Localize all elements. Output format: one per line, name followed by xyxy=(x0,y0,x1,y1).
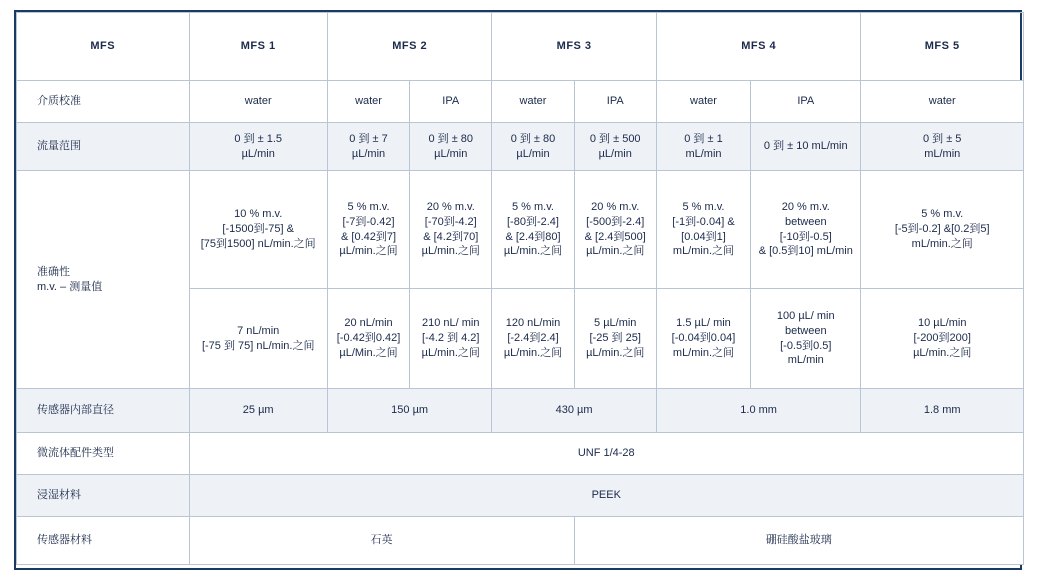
cell-calibration-0: water xyxy=(189,81,327,123)
cell-acc-upper-4: 20 % m.v. [-500到-2.4] & [2.4到500] µL/min.之间 xyxy=(574,171,656,289)
cell-acc-upper-7: 5 % m.v. [-5到-0.2] &[0.2到5] mL/min.之间 xyxy=(861,171,1024,289)
cell-acc-upper-0: 10 % m.v. [-1500到-75] & [75到1500] nL/min.之间 xyxy=(189,171,327,289)
header-cell-mfs1: MFS 1 xyxy=(189,13,327,81)
row-label-calibration: 介质校准 xyxy=(17,81,190,123)
cell-calibration-6: IPA xyxy=(751,81,861,123)
row-inner-diameter xyxy=(17,389,1024,433)
cell-acc-upper-3: 5 % m.v. [-80到-2.4] & [2.4到80] µL/min.之间 xyxy=(492,171,574,289)
cell-flow-0: 0 到 ± 1.5 µL/min xyxy=(189,123,327,171)
cell-id-1: 150 µm xyxy=(327,389,491,433)
spec-table-frame xyxy=(14,10,1022,570)
cell-flow-2: 0 到 ± 80 µL/min xyxy=(410,123,492,171)
row-flow-range xyxy=(17,123,1024,171)
cell-flow-1: 0 到 ± 7 µL/min xyxy=(327,123,409,171)
cell-calibration-5: water xyxy=(656,81,750,123)
cell-id-2: 430 µm xyxy=(492,389,656,433)
cell-id-0: 25 µm xyxy=(189,389,327,433)
cell-flow-4: 0 到 ± 500 µL/min xyxy=(574,123,656,171)
cell-acc-lower-1: 20 nL/min [-0.42到0.42] µL/Min.之间 xyxy=(327,289,409,389)
row-label-sensor-material: 传感器材料 xyxy=(17,517,190,565)
row-wetted-material xyxy=(17,475,1024,517)
header-cell-mfs4: MFS 4 xyxy=(656,13,861,81)
cell-acc-lower-4: 5 µL/min [-25 到 25] µL/min.之间 xyxy=(574,289,656,389)
cell-calibration-3: water xyxy=(492,81,574,123)
row-calibration xyxy=(17,81,1024,123)
cell-calibration-1: water xyxy=(327,81,409,123)
cell-acc-upper-1: 5 % m.v. [-7到-0.42] & [0.42到7] µL/min.之间 xyxy=(327,171,409,289)
cell-acc-upper-5: 5 % m.v. [-1到-0.04] & [0.04到1] mL/min.之间 xyxy=(656,171,750,289)
cell-flow-6: 0 到 ± 10 mL/min xyxy=(751,123,861,171)
cell-id-3: 1.0 mm xyxy=(656,389,861,433)
cell-flow-5: 0 到 ± 1 mL/min xyxy=(656,123,750,171)
row-label-wetted-material: 浸湿材料 xyxy=(17,475,190,517)
header-cell-mfs5: MFS 5 xyxy=(861,13,1024,81)
row-sensor-material xyxy=(17,517,1024,565)
cell-calibration-7: water xyxy=(861,81,1024,123)
row-fitting-type xyxy=(17,433,1024,475)
cell-acc-upper-2: 20 % m.v. [-70到-4.2] & [4.2到70] µL/min.之间 xyxy=(410,171,492,289)
header-cell-mfs3: MFS 3 xyxy=(492,13,656,81)
header-cell-mfs2: MFS 2 xyxy=(327,13,491,81)
cell-acc-lower-3: 120 nL/min [-2.4到2.4] µL/min.之间 xyxy=(492,289,574,389)
specification-table xyxy=(16,12,1024,565)
table-header-row xyxy=(17,13,1024,81)
cell-acc-lower-2: 210 nL/ min [-4.2 到 4.2] µL/min.之间 xyxy=(410,289,492,389)
cell-sensor-material-0: 石英 xyxy=(189,517,574,565)
cell-fitting-type: UNF 1/4-28 xyxy=(189,433,1024,475)
cell-id-4: 1.8 mm xyxy=(861,389,1024,433)
row-label-accuracy: 准确性 m.v. – 测量值 xyxy=(17,171,190,389)
cell-sensor-material-1: 硼硅酸盐玻璃 xyxy=(574,517,1023,565)
cell-flow-7: 0 到 ± 5 mL/min xyxy=(861,123,1024,171)
row-accuracy-upper xyxy=(17,171,1024,289)
cell-flow-3: 0 到 ± 80 µL/min xyxy=(492,123,574,171)
header-cell-mfs: MFS xyxy=(17,13,190,81)
cell-calibration-4: IPA xyxy=(574,81,656,123)
cell-acc-lower-5: 1.5 µL/ min [-0.04到0.04] mL/min.之间 xyxy=(656,289,750,389)
cell-acc-upper-6: 20 % m.v. between [-10到-0.5] & [0.5到10] mL/min xyxy=(751,171,861,289)
row-label-flow-range: 流量范围 xyxy=(17,123,190,171)
cell-calibration-2: IPA xyxy=(410,81,492,123)
cell-wetted-material: PEEK xyxy=(189,475,1024,517)
row-label-inner-diameter: 传感器内部直径 xyxy=(17,389,190,433)
cell-acc-lower-0: 7 nL/min [-75 到 75] nL/min.之间 xyxy=(189,289,327,389)
cell-acc-lower-7: 10 µL/min [-200到200] µL/min.之间 xyxy=(861,289,1024,389)
cell-acc-lower-6: 100 µL/ min between [-0.5到0.5] mL/min xyxy=(751,289,861,389)
row-label-fitting-type: 微流体配件类型 xyxy=(17,433,190,475)
